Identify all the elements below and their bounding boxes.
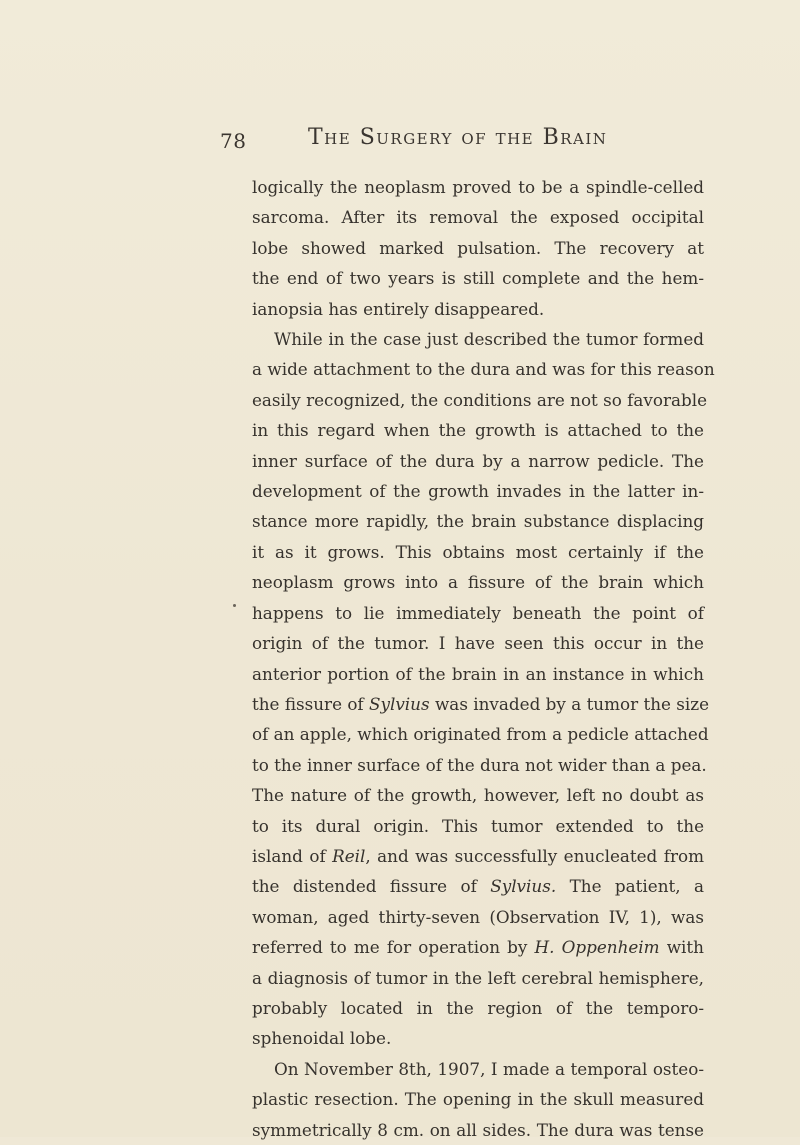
text-line: [252, 932, 704, 962]
paragraph-3: [252, 1054, 704, 1145]
text-run: island of: [252, 845, 333, 866]
paper-speck: [233, 604, 236, 607]
text-run: the distended fissure of: [252, 876, 491, 897]
text-line: a diagnosis of tumor in the left cerebral hemisphere,: [252, 967, 704, 988]
text-run: with: [659, 937, 704, 958]
text-line: [252, 871, 704, 901]
text-line: sarcoma. After its removal the exposed occipital: [252, 207, 704, 228]
text-line: to the inner surface of the dura not wider than a pea.: [252, 754, 707, 775]
paragraph-2: [252, 324, 715, 1054]
text-line: stance more rapidly, the brain substance displacing: [252, 511, 704, 532]
text-line: to its dural origin. This tumor extended to the: [252, 815, 704, 836]
text-run: was invaded by a tumor the size: [429, 693, 710, 714]
text-line: sphenoidal lobe.: [252, 1028, 392, 1049]
text-line: of an apple, which originated from a pedicle attached: [252, 724, 709, 745]
text-run: The patient, a: [556, 876, 704, 897]
italic-name: Sylvius: [368, 693, 430, 714]
text-line: development of the growth invades in the latter in-: [252, 481, 704, 502]
text-run: the fissure of: [252, 693, 369, 714]
text-run: , and was successfully enucleated from: [365, 845, 704, 866]
italic-name: H. Oppenheim: [534, 937, 660, 958]
text-line: logically the neoplasm proved to be a spindle-celled: [252, 177, 704, 197]
text-line: inner surface of the dura by a narrow pedicle. The: [252, 450, 704, 471]
text-line: the end of two years is still complete and the hem-: [252, 268, 704, 289]
text-line: probably located in the region of the temporo-: [252, 997, 704, 1018]
text-line: a wide attachment to the dura and was for this reason: [252, 359, 715, 380]
text-line: neoplasm grows into a fissure of the brain which: [252, 572, 704, 593]
text-line: it as it grows. This obtains most certainly if the: [252, 541, 704, 562]
body-text: [252, 172, 715, 1145]
text-run: referred to me for operation by: [252, 937, 535, 958]
text-line: While in the case just described the tumor formed: [274, 329, 704, 350]
italic-name: Reil: [332, 845, 366, 866]
running-head: [220, 125, 740, 157]
text-line: origin of the tumor. I have seen this occur in the: [252, 633, 704, 654]
text-line: symmetrically 8 cm. on all sides. The dura was tense: [252, 1119, 704, 1140]
book-title: The Surgery of the Brain: [308, 125, 608, 150]
text-line: On November 8th, 1907, I made a temporal osteo-: [274, 1058, 704, 1079]
text-line: in this regard when the growth is attached to the: [252, 420, 704, 441]
text-line: happens to lie immediately beneath the point of: [252, 602, 704, 623]
text-line: woman, aged thirty-seven (Observation IV, 1), was: [252, 906, 704, 927]
text-line: ianopsia has entirely disappeared.: [252, 298, 545, 319]
paragraph-1: [252, 172, 704, 324]
text-line: lobe showed marked pulsation. The recovery at: [252, 237, 704, 258]
text-line: [252, 689, 710, 719]
text-line: The nature of the growth, however, left no doubt as: [252, 785, 704, 806]
italic-name: Sylvius.: [490, 876, 557, 897]
text-line: plastic resection. The opening in the skull measured: [252, 1089, 704, 1110]
text-line: [252, 841, 704, 871]
text-line: anterior portion of the brain in an instance in which: [252, 663, 704, 684]
page-number: 78: [220, 129, 247, 153]
text-line: easily recognized, the conditions are not so favorable: [252, 389, 708, 410]
